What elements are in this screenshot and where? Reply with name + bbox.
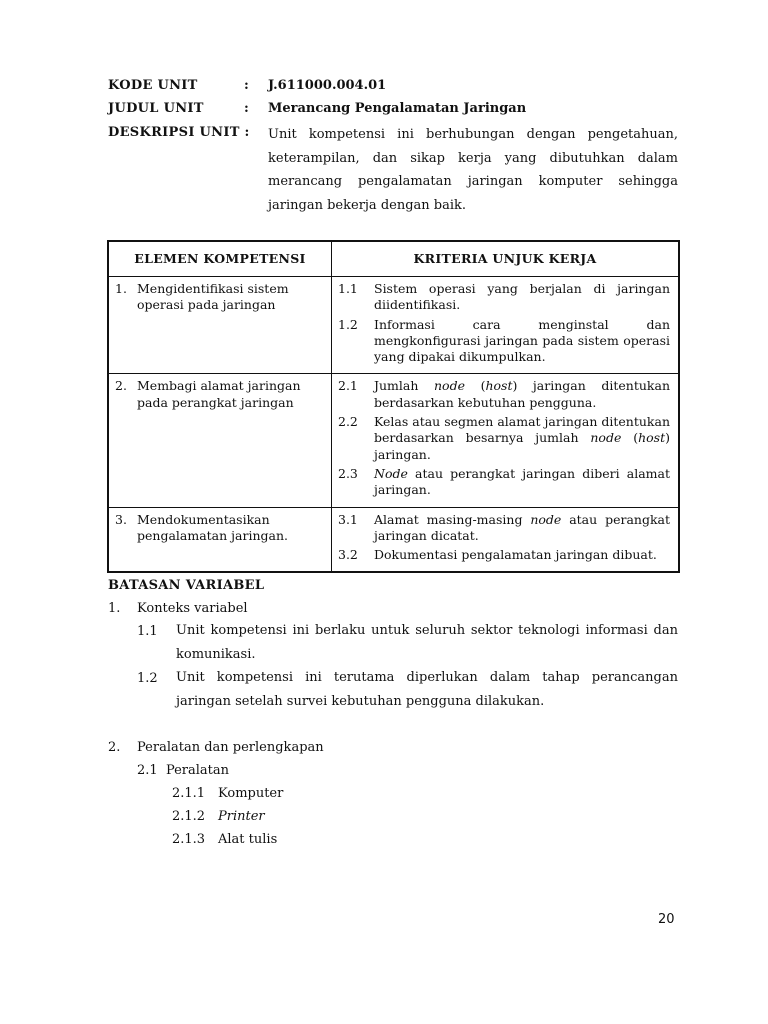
kriteria-number: 1.2 [338, 316, 358, 332]
competency-table [107, 240, 680, 573]
kriteria-text: Kelas atau segmen alamat jaringan ditentukan berdasarkan besarnya jumlah node (host) jaringan. [374, 414, 670, 462]
elemen-number: 3. [115, 511, 127, 527]
table-row [108, 277, 679, 374]
list-number: 1.2 [137, 671, 158, 686]
judul-unit-colon: : [244, 101, 249, 116]
kode-unit-colon: : [244, 78, 249, 93]
elemen-number: 2. [115, 378, 127, 394]
deskripsi-unit-label: DESKRIPSI UNIT : [108, 125, 250, 140]
kriteria-text: Alamat masing-masing node atau perangkat jaringan dicatat. [374, 511, 670, 543]
header-elemen-kompetensi: ELEMEN KOMPETENSI [108, 241, 332, 277]
list-number: 2.1.1 [172, 786, 206, 801]
list-item: Konteks variabel [137, 601, 248, 616]
list-item: Printer [218, 809, 265, 824]
kriteria-number: 1.1 [338, 281, 358, 296]
list-item: Unit kompetensi ini berlaku untuk seluruh sektor teknologi informasi dan komunikasi. [176, 623, 678, 662]
kriteria-text: Node atau perangkat jaringan diberi alamat jaringan. [374, 465, 670, 498]
kriteria-number: 3.1 [338, 511, 358, 527]
judul-unit-label: JUDUL UNIT [108, 101, 204, 116]
elemen-text: Mengidentifikasi sistem operasi pada jaringan [137, 281, 289, 313]
table-header-row [108, 241, 679, 277]
kriteria-text: Jumlah node (host) jaringan ditentukan berdasarkan kebutuhan pengguna. [374, 378, 670, 410]
kriteria-cell [332, 277, 680, 374]
kriteria-text: Sistem operasi yang berjalan di jaringan diidentifikasi. [374, 281, 670, 313]
page-number: 20 [658, 912, 675, 927]
deskripsi-unit-value: Unit kompetensi ini berhubungan dengan pengetahuan, keterampilan, dan sikap kerja yang dibutuhkan dalam merancang pengalamatan jaringan komputer sehingga jaringan bekerja dengan baik. [268, 127, 678, 213]
kriteria-text: Informasi cara menginstal dan mengkonfigurasi jaringan pada sistem operasi yang dipakai dikumpulkan. [374, 316, 670, 365]
kriteria-item [338, 317, 670, 366]
elemen-cell [108, 374, 332, 507]
kriteria-text: Dokumentasi pengalamatan jaringan dibuat. [374, 547, 657, 563]
batasan-variabel-title: BATASAN VARIABEL [108, 578, 265, 593]
kriteria-cell [332, 507, 680, 572]
list-item: 2.1 Peralatan [137, 763, 230, 778]
kriteria-number: 2.2 [338, 414, 358, 430]
elemen-text: Membagi alamat jaringan pada perangkat jaringan [137, 378, 301, 410]
table-row [108, 507, 679, 572]
kriteria-item [338, 547, 670, 563]
list-number: 2.1.3 [172, 832, 206, 847]
kriteria-item [338, 512, 670, 545]
list-item: Alat tulis [218, 832, 278, 847]
list-number: 2. [108, 740, 121, 755]
kriteria-cell [332, 374, 680, 507]
kriteria-item [338, 281, 670, 314]
list-item: Komputer [218, 786, 284, 801]
kode-unit-value: J.611000.004.01 [268, 78, 387, 93]
table-row [108, 374, 679, 507]
kriteria-number: 2.3 [338, 465, 358, 481]
kriteria-number: 3.2 [338, 547, 358, 563]
judul-unit-value: Merancang Pengalamatan Jaringan [268, 101, 527, 116]
kriteria-item [338, 378, 670, 411]
list-number: 1.1 [137, 624, 158, 639]
elemen-text: Mendokumentasikan pengalamatan jaringan. [137, 511, 288, 543]
list-number: 2.1.2 [172, 809, 206, 824]
kode-unit-label: KODE UNIT [108, 78, 198, 93]
list-item: Peralatan dan perlengkapan [137, 740, 324, 755]
kriteria-item [338, 414, 670, 463]
elemen-cell [108, 507, 332, 572]
kriteria-item [338, 466, 670, 499]
kriteria-number: 2.1 [338, 378, 358, 394]
header-kriteria-unjuk-kerja: KRITERIA UNJUK KERJA [332, 241, 680, 277]
list-item: Unit kompetensi ini terutama diperlukan dalam tahap perancangan jaringan setelah survei kebutuhan pengguna dilakukan. [176, 670, 678, 709]
elemen-number: 1. [115, 281, 127, 296]
elemen-cell [108, 277, 332, 374]
list-number: 1. [108, 601, 121, 616]
